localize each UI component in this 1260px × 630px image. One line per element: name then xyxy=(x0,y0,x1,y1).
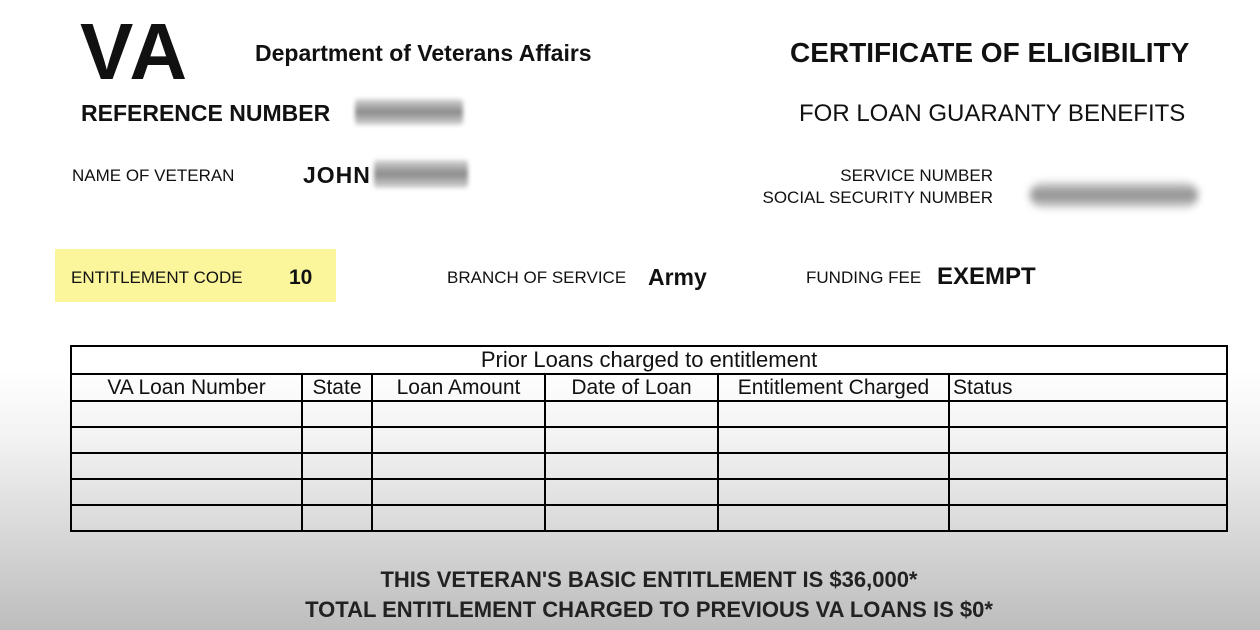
table-cell xyxy=(71,505,302,531)
table-cell xyxy=(302,479,372,505)
funding-fee-value: EXEMPT xyxy=(937,263,1036,290)
table-cell xyxy=(372,427,545,453)
table-cell xyxy=(302,453,372,479)
table-cell xyxy=(372,453,545,479)
table-cell xyxy=(545,479,718,505)
reference-number-label: REFERENCE NUMBER xyxy=(81,100,331,126)
table-cell xyxy=(949,427,1227,453)
table-cell xyxy=(302,427,372,453)
table-cell xyxy=(71,401,302,427)
table-cell xyxy=(302,505,372,531)
ssn-label: SOCIAL SECURITY NUMBER xyxy=(762,188,993,207)
veteran-name-label: NAME OF VETERAN xyxy=(72,166,235,185)
table-cell xyxy=(545,427,718,453)
table-row xyxy=(71,427,1227,453)
column-header-date-of-loan: Date of Loan xyxy=(545,374,718,401)
table-row xyxy=(71,401,1227,427)
table-row xyxy=(71,505,1227,531)
column-header-status: Status xyxy=(949,374,1227,401)
table-cell xyxy=(71,479,302,505)
service-number-labels xyxy=(700,165,993,209)
prior-loans-header-row xyxy=(71,374,1227,401)
table-cell xyxy=(71,453,302,479)
va-logo: VA xyxy=(80,7,190,96)
table-cell xyxy=(718,427,949,453)
veteran-name-value: JOHN xyxy=(303,162,371,188)
table-cell xyxy=(949,401,1227,427)
service-number-label: SERVICE NUMBER xyxy=(840,166,993,185)
reference-number-redacted xyxy=(355,99,463,125)
table-cell xyxy=(545,453,718,479)
table-cell xyxy=(718,401,949,427)
table-cell xyxy=(302,401,372,427)
veteran-surname-redacted xyxy=(374,160,468,188)
table-cell xyxy=(949,453,1227,479)
funding-fee-label: FUNDING FEE xyxy=(806,268,922,287)
table-row xyxy=(71,479,1227,505)
table-cell xyxy=(718,453,949,479)
table-cell xyxy=(718,505,949,531)
table-cell xyxy=(372,505,545,531)
entitlement-code-label: ENTITLEMENT CODE xyxy=(71,268,243,287)
branch-of-service-label: BRANCH OF SERVICE xyxy=(447,268,627,287)
table-row xyxy=(71,453,1227,479)
column-header-entitlement-charged: Entitlement Charged xyxy=(718,374,949,401)
table-cell xyxy=(545,505,718,531)
column-header-state: State xyxy=(302,374,372,401)
column-header-loan-amount: Loan Amount xyxy=(372,374,545,401)
certificate-subtitle: FOR LOAN GUARANTY BENEFITS xyxy=(799,100,1186,127)
basic-entitlement-statement: THIS VETERAN'S BASIC ENTITLEMENT IS $36,000* xyxy=(380,567,918,592)
table-cell xyxy=(372,479,545,505)
table-cell xyxy=(949,479,1227,505)
table-cell xyxy=(71,427,302,453)
total-entitlement-charged-statement: TOTAL ENTITLEMENT CHARGED TO PREVIOUS VA LOANS IS $0* xyxy=(305,597,993,622)
department-name: Department of Veterans Affairs xyxy=(255,40,592,66)
prior-loans-caption: Prior Loans charged to entitlement xyxy=(71,346,1227,374)
entitlement-code-value: 10 xyxy=(289,266,313,289)
table-cell xyxy=(545,401,718,427)
branch-of-service-value: Army xyxy=(648,264,707,290)
prior-loans-table xyxy=(70,345,1228,532)
ssn-redacted xyxy=(1030,182,1198,208)
certificate-title: CERTIFICATE OF ELIGIBILITY xyxy=(790,37,1190,68)
table-cell xyxy=(718,479,949,505)
table-cell xyxy=(372,401,545,427)
column-header-va-loan-number: VA Loan Number xyxy=(71,374,302,401)
table-cell xyxy=(949,505,1227,531)
